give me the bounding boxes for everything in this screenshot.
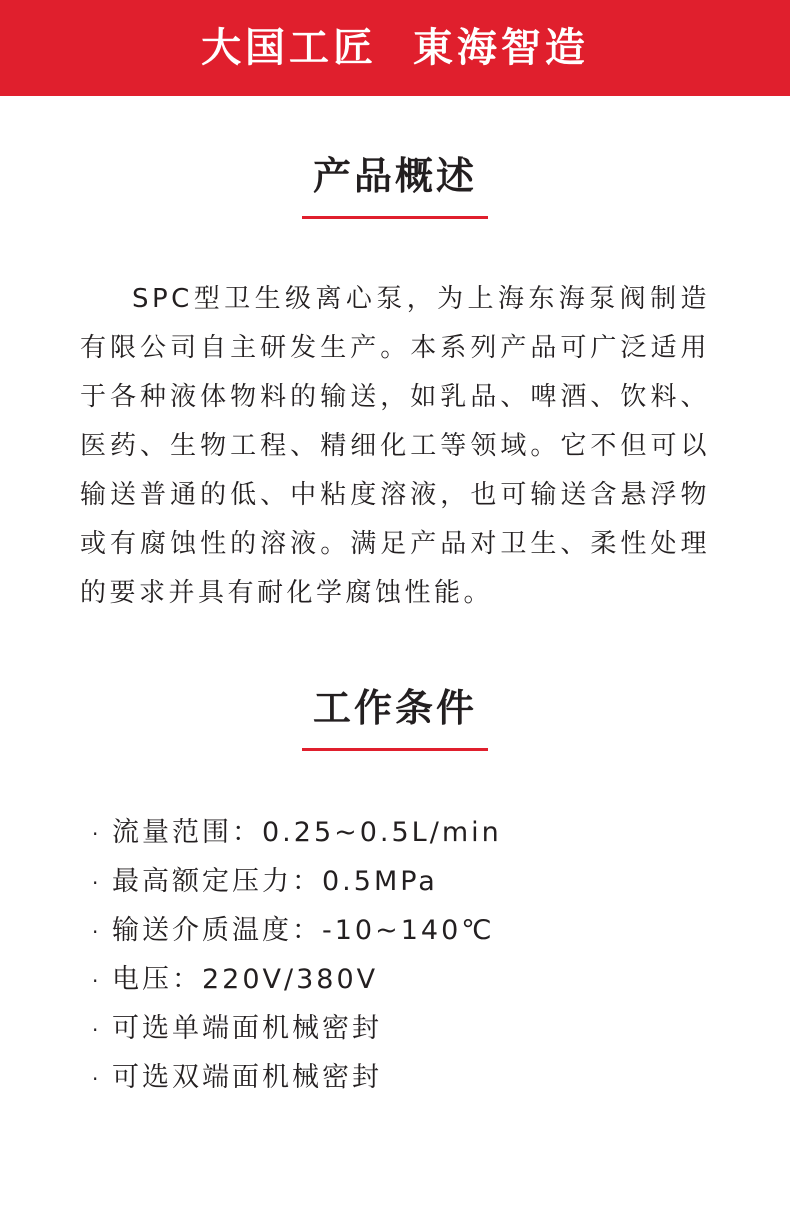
bullet-icon: ·	[92, 821, 102, 846]
conditions-heading-underline	[302, 748, 488, 751]
bullet-icon: ·	[92, 968, 102, 993]
list-item-label: 电压：220V/380V	[112, 963, 379, 995]
list-item	[92, 1005, 790, 1054]
list-item	[92, 1054, 790, 1103]
product-overview-section	[0, 156, 790, 618]
top-banner	[0, 0, 790, 96]
conditions-heading-wrap	[0, 685, 790, 751]
list-item	[92, 907, 790, 956]
list-item-label: 流量范围：0.25~0.5L/min	[112, 816, 502, 848]
list-item-label: 输送介质温度：-10~140℃	[112, 914, 495, 946]
bullet-icon: ·	[92, 1017, 102, 1042]
overview-paragraph	[80, 275, 710, 618]
list-item-label: 可选单端面机械密封	[112, 1012, 382, 1044]
bullet-icon: ·	[92, 919, 102, 944]
list-item	[92, 858, 790, 907]
bullet-icon: ·	[92, 1066, 102, 1091]
list-item-label: 可选双端面机械密封	[112, 1061, 382, 1093]
bullet-icon: ·	[92, 870, 102, 895]
list-item	[92, 809, 790, 858]
list-item-label: 最高额定压力：0.5MPa	[112, 865, 438, 897]
overview-heading-underline	[302, 216, 488, 219]
overview-heading: 产品概述	[312, 154, 477, 198]
banner-title: 大国工匠 東海智造	[201, 25, 589, 71]
overview-heading-wrap	[0, 156, 790, 219]
working-conditions-section	[0, 685, 790, 1103]
list-item	[92, 956, 790, 1005]
conditions-heading: 工作条件	[312, 685, 477, 730]
overview-paragraph-text: SPC型卫生级离心泵，为上海东海泵阀制造有限公司自主研发生产。本系列产品可广泛适用于各种液体物料的输送，如乳品、啤酒、饮料、医药、生物工程、精细化工等领域。它不但可以输送普通的低、中粘度溶液，也可输送含悬浮物或有腐蚀性的溶液。满足产品对卫生、柔性处理的要求并具有耐化学腐蚀性能。	[80, 283, 710, 608]
conditions-list	[0, 809, 790, 1103]
